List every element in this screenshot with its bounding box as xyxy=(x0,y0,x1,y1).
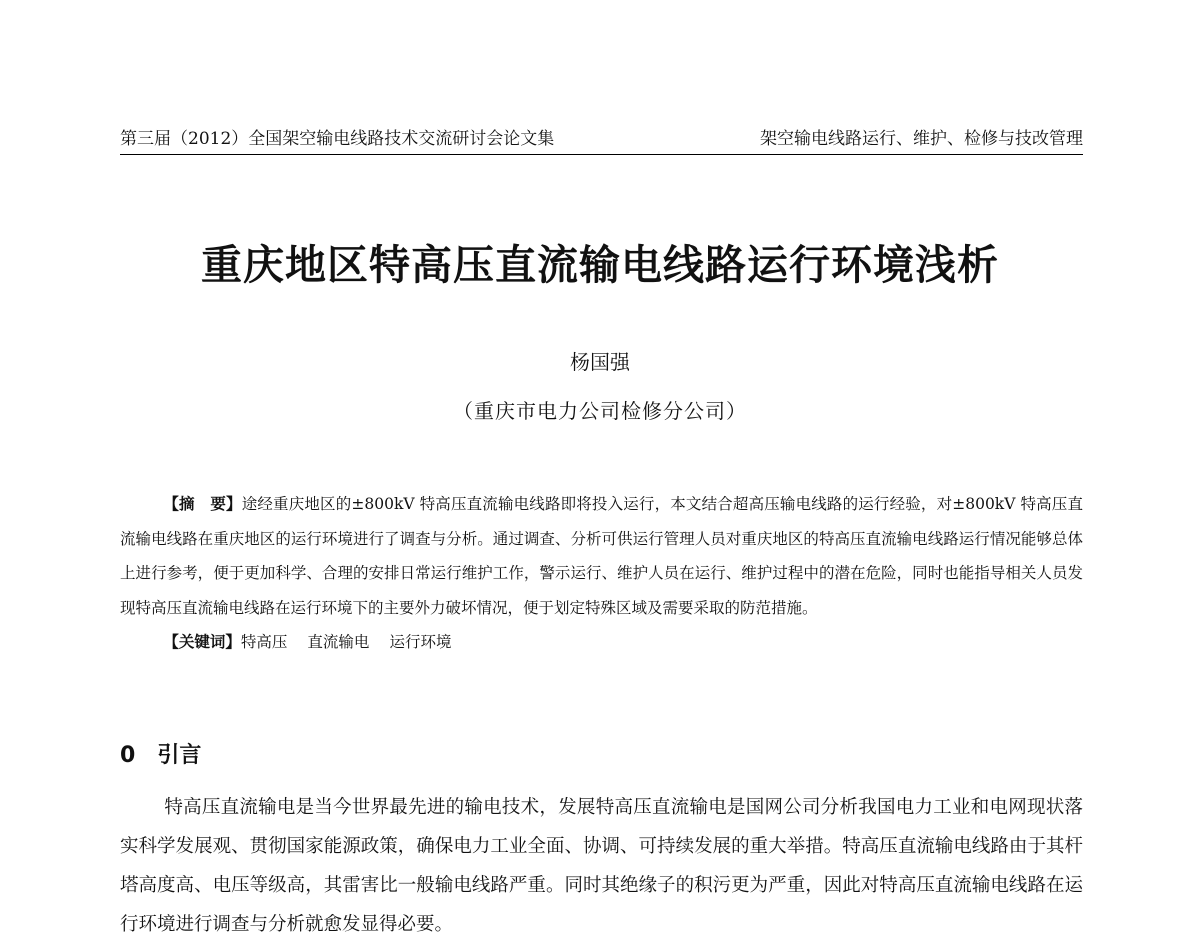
abstract-paragraph xyxy=(120,487,1083,625)
keyword-item: 直流输电 xyxy=(307,633,370,651)
section-title: 引言 xyxy=(157,743,202,768)
section-heading xyxy=(120,738,201,769)
header-section-title: 架空输电线路运行、维护、检修与技改管理 xyxy=(760,129,1083,149)
section-number: 0 xyxy=(120,743,136,768)
keywords-line xyxy=(120,625,1083,660)
header-proceedings-title: 第三届（2012）全国架空输电线路技术交流研讨会论文集 xyxy=(120,129,555,149)
keywords-label: 【关键词】 xyxy=(163,633,241,651)
author-affiliation: （重庆市电力公司检修分公司） xyxy=(453,399,747,423)
abstract-label: 【摘 要】 xyxy=(163,495,242,513)
body-text xyxy=(120,788,1083,944)
body-paragraph: 特高压直流输电是当今世界最先进的输电技术，发展特高压直流输电是国网公司分析我国电力工业和电网现状落实科学发展观、贯彻国家能源政策，确保电力工业全面、协调、可持续发展的重大举措。特高压直流输电线路由于其杆塔高度高、电压等级高，其雷害比一般输电线路严重。同时其绝缘子的积污更为严重，因此对特高压直流输电线路在运行环境进行调查与分析就愈发显得必要。 xyxy=(120,797,1083,935)
author-name: 杨国强 xyxy=(570,350,630,374)
keyword-item: 运行环境 xyxy=(389,633,452,651)
paper-title: 重庆地区特高压直流输电线路运行环境浅析 xyxy=(201,241,999,289)
abstract-block xyxy=(120,487,1083,660)
abstract-text: 途经重庆地区的±800kV 特高压直流输电线路即将投入运行，本文结合超高压输电线路的运行经验，对±800kV 特高压直流输电线路在重庆地区的运行环境进行了调查与分析。通过调查、分析可供运行管理人员对重庆地区的特高压直流输电线路运行情况能够总体上进行参考，便于更加科学、合理的安排日常运行维护工作，警示运行、维护人员在运行、维护过程中的潜在危险，同时也能指导相关人员发现特高压直流输电线路在运行环境下的主要外力破坏情况，便于划定特殊区域及需要采取的防范措施。 xyxy=(120,495,1083,617)
keyword-item: 特高压 xyxy=(240,633,288,651)
running-header xyxy=(120,128,1083,155)
